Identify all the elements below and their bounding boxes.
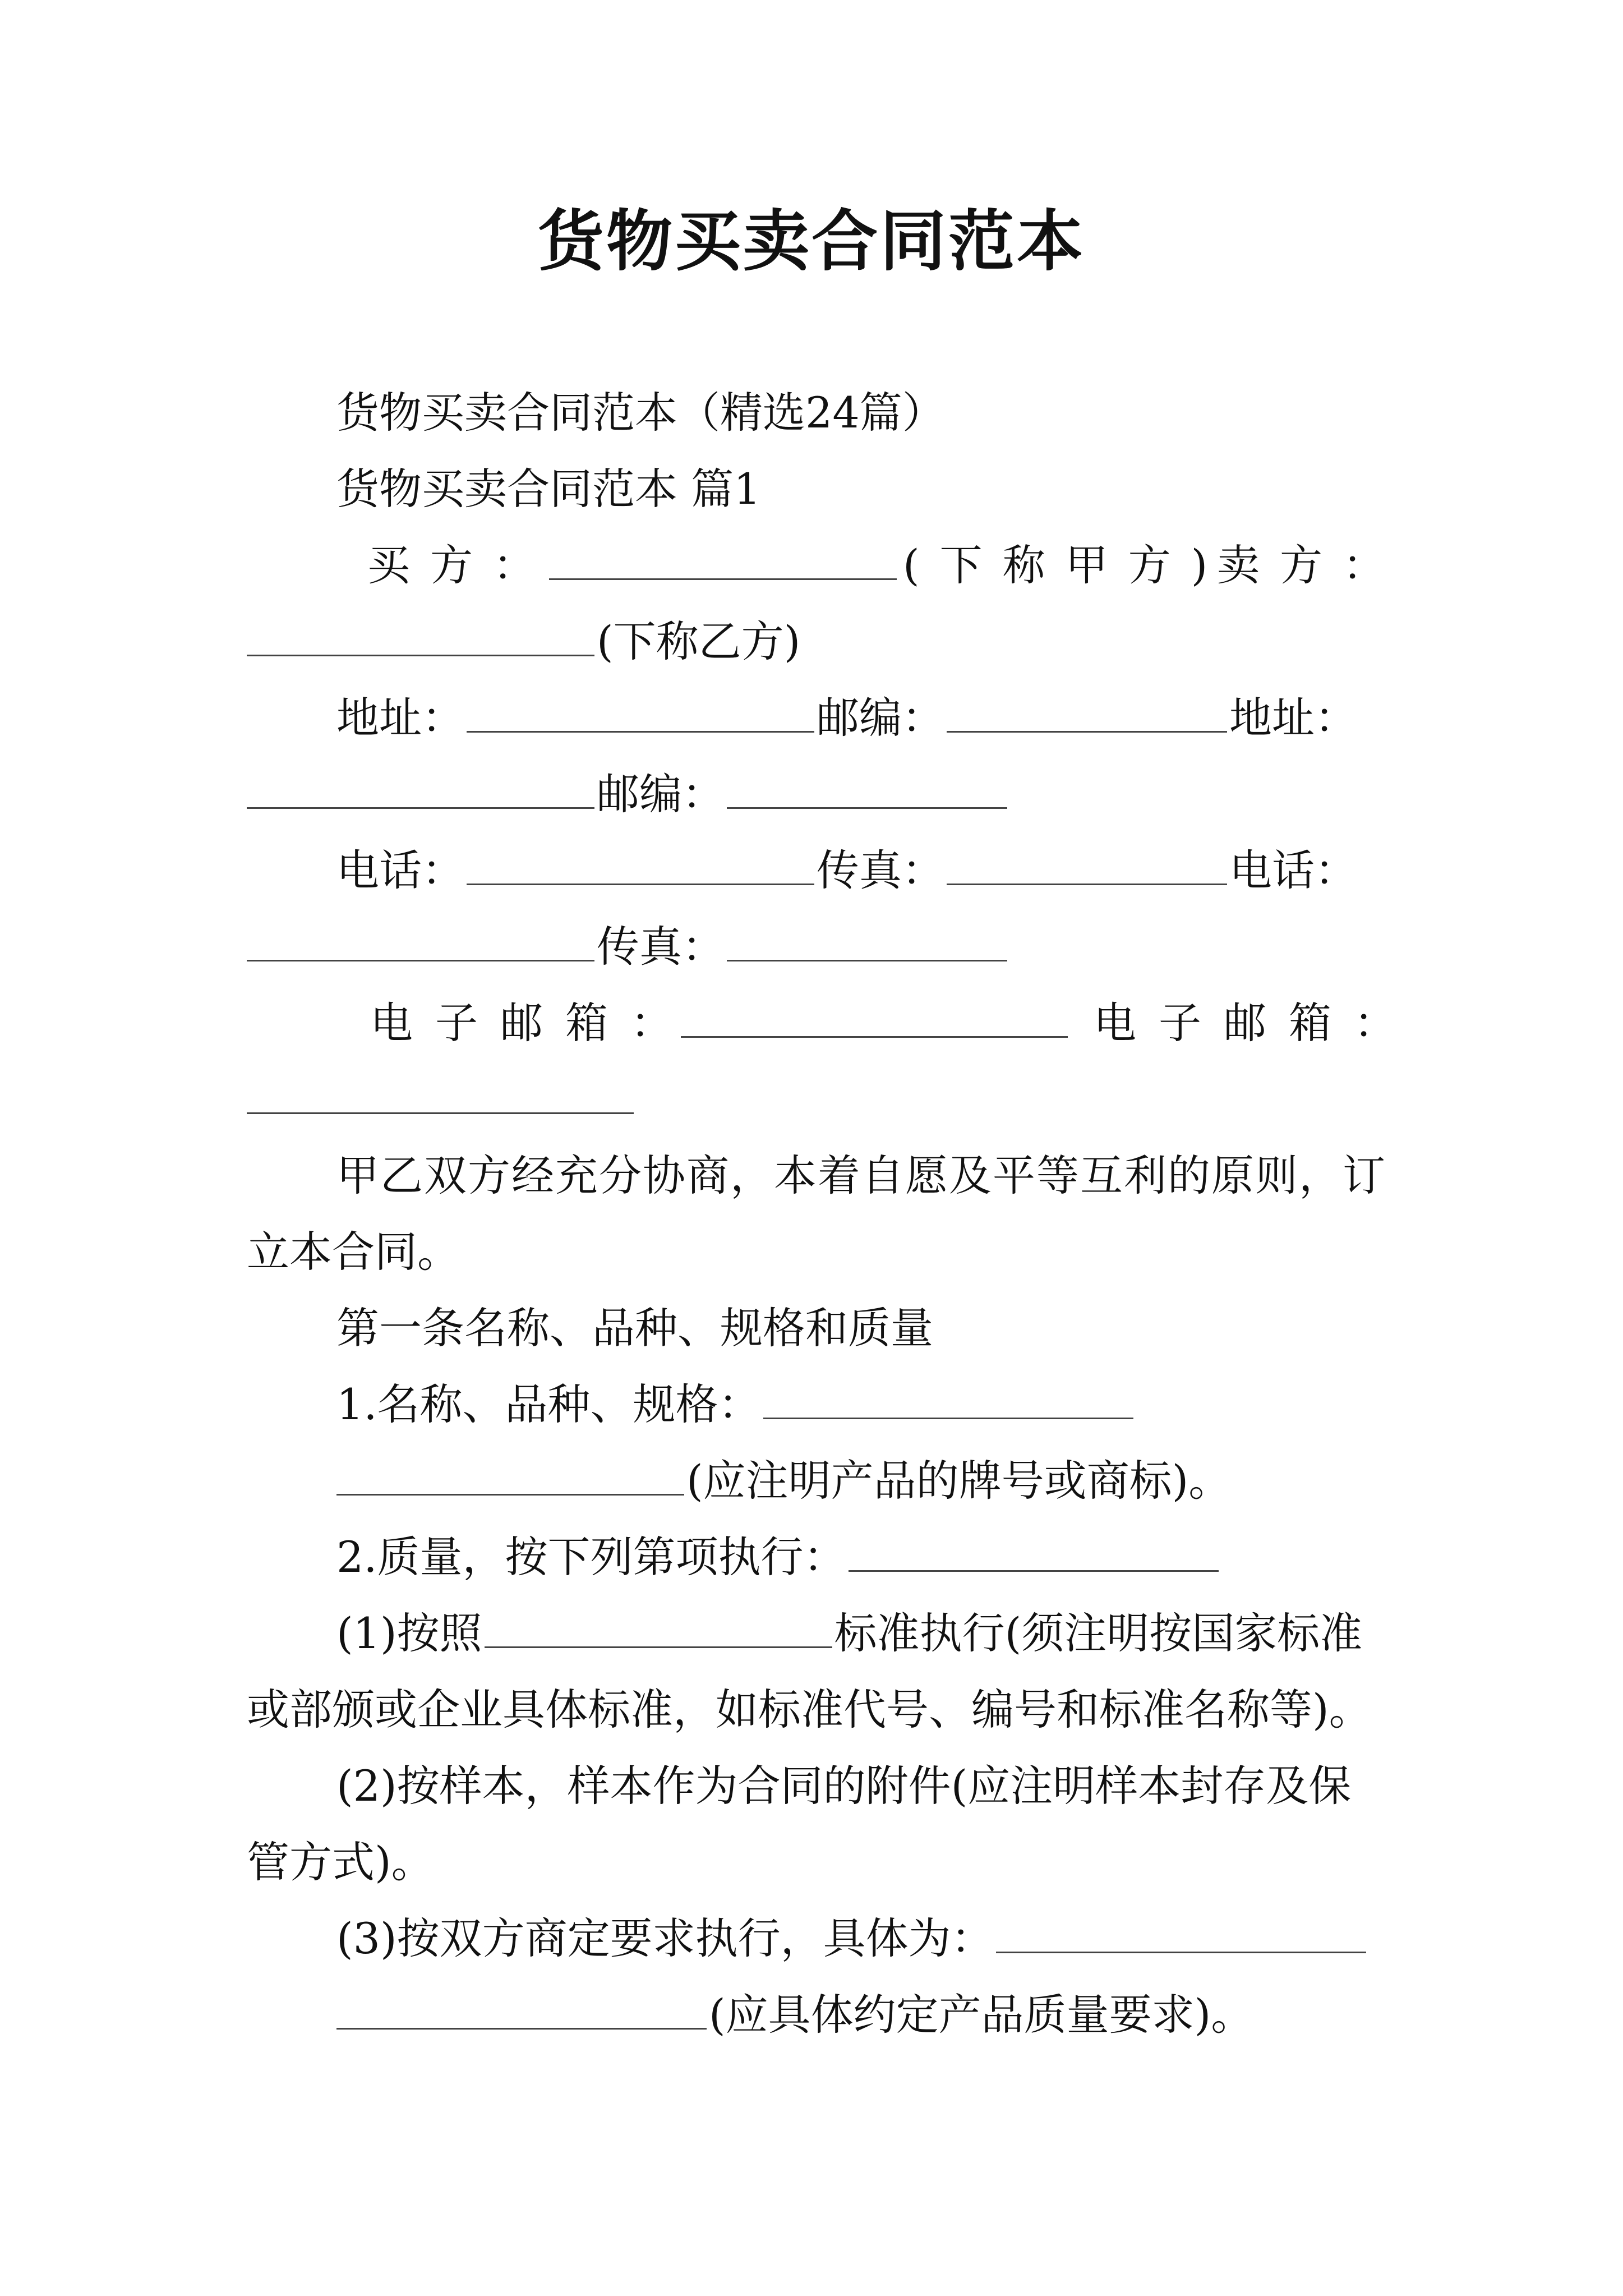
buyer-phone-blank[interactable] <box>467 851 814 885</box>
subtitle: 货物买卖合同范本（精选24篇） <box>336 388 945 438</box>
sub-1-suffix: 标准执行(须注明按国家标准 <box>834 1608 1363 1658</box>
seller-fax-blank[interactable] <box>727 927 1007 961</box>
seller-phone-label: 电话： <box>1229 845 1357 895</box>
preamble-line-1: 甲乙双方经充分协商，本着自愿及平等互利的原则，订 <box>336 1151 1386 1200</box>
buyer-blank-wrap <box>547 537 899 593</box>
item-1-blank-2[interactable] <box>336 1461 684 1496</box>
sub-3-blank-2[interactable] <box>336 1995 707 2030</box>
article-1-heading: 第一条名称、品种、规格和质量 <box>336 1303 933 1353</box>
sub-3-blank[interactable] <box>996 1919 1366 1953</box>
document-title: 货物买卖合同范本 <box>537 202 1085 280</box>
sub-3-prefix: (3)按双方商定要求执行，具体为： <box>336 1913 994 1963</box>
seller-label: 卖方： <box>1217 540 1405 590</box>
section-heading: 货物买卖合同范本 篇1 <box>336 464 761 514</box>
sub-1-standard-blank[interactable] <box>485 1614 832 1648</box>
seller-postcode-blank[interactable] <box>727 775 1007 809</box>
item-1-note-row <box>336 1453 1231 1509</box>
seller-email-blank[interactable] <box>247 1080 634 1114</box>
seller-phone-blank[interactable] <box>247 927 594 961</box>
phone-row-1 <box>336 843 1357 899</box>
seller-name-blank[interactable] <box>247 622 594 656</box>
seller-blank-wrap <box>247 614 800 670</box>
seller-fax-label: 传真： <box>597 922 725 972</box>
item-2-blank[interactable] <box>849 1538 1219 1572</box>
sub-2-line-2: 管方式)。 <box>247 1837 434 1887</box>
seller-postcode-label: 邮编： <box>597 769 725 819</box>
preamble-line-2: 立本合同。 <box>247 1227 460 1277</box>
buyer-name-blank[interactable] <box>549 546 897 580</box>
item-1-row <box>336 1377 1136 1433</box>
buyer-fax-label: 传真： <box>817 845 944 895</box>
buyer-postcode-blank[interactable] <box>947 698 1227 733</box>
buyer-email-blank[interactable] <box>681 1004 1068 1038</box>
seller-address-label: 地址： <box>1229 693 1357 743</box>
sub-3-note-row <box>336 1987 1253 2043</box>
sub-1-prefix: (1)按照 <box>336 1608 482 1658</box>
item-2-row <box>336 1529 1221 1585</box>
seller-suffix: (下称乙方) <box>597 616 801 666</box>
buyer-postcode-label: 邮编： <box>817 693 944 743</box>
sub-2-line-1: (2)按样本，样本作为合同的附件(应注明样本封存及保 <box>336 1761 1352 1811</box>
item-1-blank[interactable] <box>763 1385 1133 1419</box>
buyer-email-blank-wrap <box>679 995 1070 1051</box>
sub-1-row <box>336 1605 1362 1662</box>
buyer-label: 买方： <box>367 540 556 590</box>
buyer-fax-blank[interactable] <box>947 851 1227 885</box>
seller-address-blank[interactable] <box>247 775 594 809</box>
buyer-email-label: 电子邮箱： <box>370 998 695 1048</box>
seller-email-blank-wrap <box>247 1071 636 1128</box>
buyer-address-blank[interactable] <box>467 698 814 733</box>
address-row-1 <box>336 690 1357 746</box>
sub-3-note: (应具体约定产品质量要求)。 <box>709 1990 1254 2040</box>
phone-row-2 <box>247 919 1009 975</box>
address-row-2 <box>247 766 1009 822</box>
buyer-address-label: 地址： <box>336 693 464 743</box>
buyer-suffix: (下称甲方) <box>903 540 1228 590</box>
item-1-label: 1.名称、品种、规格： <box>336 1379 761 1429</box>
buyer-phone-label: 电话： <box>336 845 464 895</box>
sub-1-line-2: 或部颁或企业具体标准，如标准代号、编号和标准名称等)。 <box>247 1685 1372 1734</box>
seller-email-label: 电子邮箱： <box>1094 998 1419 1048</box>
item-1-note: (应注明产品的牌号或商标)。 <box>686 1456 1232 1506</box>
sub-3-row <box>336 1911 1368 1967</box>
item-2-label: 2.质量，按下列第项执行： <box>336 1532 846 1582</box>
